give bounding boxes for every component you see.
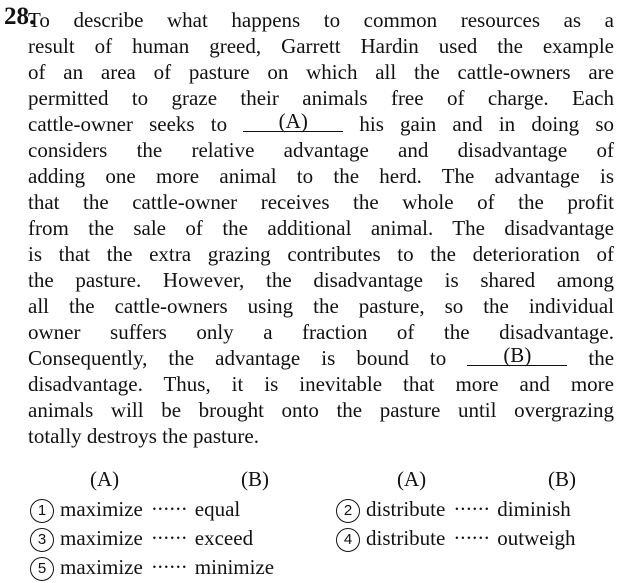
choice-5[interactable]	[30, 554, 274, 581]
choice-2[interactable]	[336, 496, 571, 523]
passage-line: all the cattle-owners using the pasture, so the individual	[28, 294, 614, 318]
passage-text: his gain and in doing so	[359, 112, 614, 136]
passage-line: of an area of pasture on which all the cattle-owners are	[28, 60, 614, 84]
passage-line: To describe what happens to common resources as a	[28, 8, 614, 32]
passage-line-with-blank-a	[28, 111, 614, 137]
passage-line: permitted to graze their animals free of charge. Each	[28, 86, 614, 110]
passage-line: result of human greed, Garrett Hardin used the example	[28, 34, 614, 58]
column-header-a: (A)	[397, 467, 427, 491]
choice-a-word: distribute	[366, 526, 446, 550]
passage-line: the pasture. However, the disadvantage is shared among	[28, 268, 614, 292]
passage-text: Consequently, the advantage is bound to	[28, 346, 447, 370]
choice-3[interactable]	[30, 525, 253, 552]
passage-line: is that the extra grazing contributes to the deterioration of	[28, 242, 614, 266]
column-header-b: (B)	[548, 467, 576, 491]
choice-number-icon: 1	[30, 499, 54, 523]
choice-number-icon: 2	[336, 499, 360, 523]
choice-a-word: maximize	[60, 497, 143, 521]
choice-b-word: diminish	[497, 497, 571, 521]
dots-separator: ······	[150, 526, 187, 550]
choice-number-icon: 5	[30, 557, 54, 581]
dots-separator: ······	[453, 526, 490, 550]
passage-line: considers the relative advantage and disadvantage of	[28, 138, 614, 162]
choice-b-word: minimize	[194, 555, 275, 579]
dots-separator: ······	[453, 497, 490, 521]
passage-line: animals will be brought onto the pasture until overgrazing	[28, 398, 614, 422]
passage-text: cattle-owner seeks to	[28, 112, 228, 136]
dots-separator: ······	[150, 555, 187, 579]
choice-number-icon: 4	[336, 528, 360, 552]
passage-line: adding one more animal to the herd. The advantage is	[28, 164, 614, 188]
choice-a-word: maximize	[60, 555, 143, 579]
passage-line: from the sale of the additional animal. The disadvantage	[28, 216, 614, 240]
choice-b-word: equal	[194, 497, 241, 521]
passage-line-with-blank-b	[28, 345, 614, 371]
choice-1[interactable]	[30, 496, 240, 523]
column-header-b: (B)	[241, 467, 269, 491]
choice-4[interactable]	[336, 525, 575, 552]
passage-line: totally destroys the pasture.	[28, 424, 259, 448]
choice-a-word: maximize	[60, 526, 143, 550]
passage-line: owner suffers only a fraction of the disadvantage.	[28, 320, 614, 344]
dots-separator: ······	[150, 497, 187, 521]
choice-a-word: distribute	[366, 497, 446, 521]
question-number: 28.	[4, 3, 36, 30]
passage-line: that the cattle-owner receives the whole of the profit	[28, 190, 614, 214]
column-header-a: (A)	[90, 467, 120, 491]
choice-b-word: outweigh	[497, 526, 576, 550]
passage-line: disadvantage. Thus, it is inevitable that more and more	[28, 372, 614, 396]
choice-number-icon: 3	[30, 528, 54, 552]
blank-a: (A)	[243, 112, 343, 132]
blank-b: (B)	[467, 346, 567, 366]
passage-text: the	[588, 346, 615, 370]
choice-b-word: exceed	[194, 526, 254, 550]
